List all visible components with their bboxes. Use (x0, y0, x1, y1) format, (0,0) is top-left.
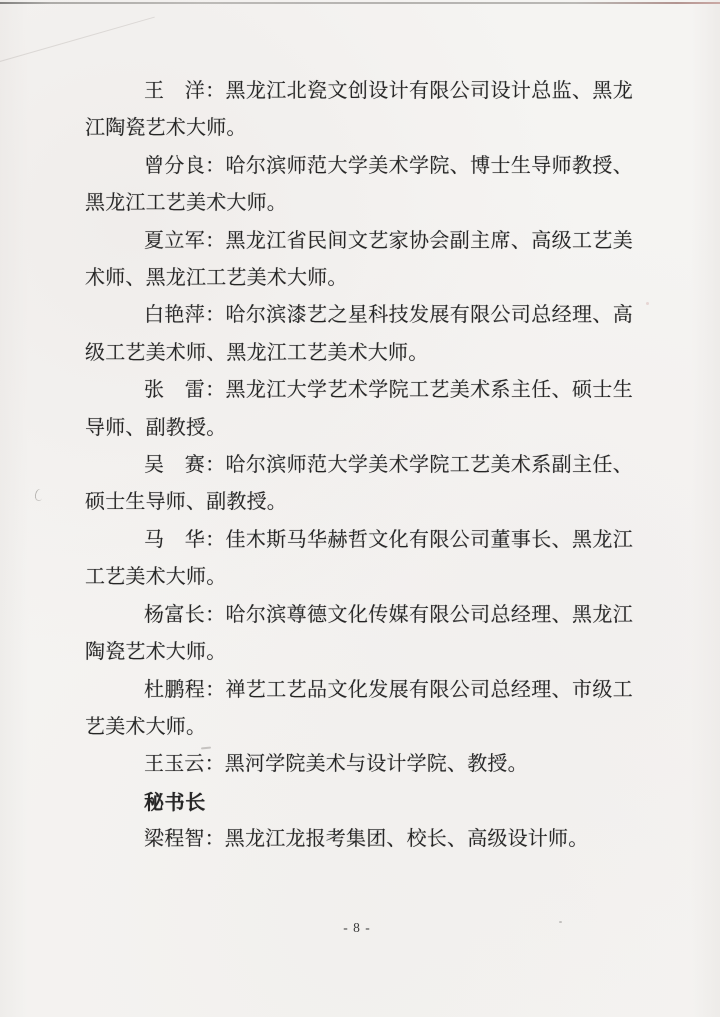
roster-entry: 夏立军：黑龙江省民间文艺家协会副主席、高级工艺美术师、黑龙江工艺美术大师。 (85, 229, 633, 290)
body-text (85, 73, 633, 859)
paper-speck (559, 921, 562, 923)
roster-entry: 王玉云：黑河学院美术与设计学院、教授。 (144, 753, 528, 776)
roster-entry: 吴 赛：哈尔滨师范大学美术学院工艺美术系副主任、硕士生导师、副教授。 (85, 454, 633, 514)
paper-speck (646, 302, 649, 305)
roster-entry: 杨富长：哈尔滨尊德文化传媒有限公司总经理、黑龙江陶瓷艺术大师。 (85, 603, 633, 664)
roster-entry: 张 雷：黑龙江大学艺术学院工艺美术系主任、硕士生导师、副教授。 (85, 379, 633, 439)
roster-entry: 王 洋：黑龙江北瓷文创设计有限公司设计总监、黑龙江陶瓷艺术大师。 (85, 80, 633, 140)
roster-entry: 杜鹏程：禅艺工艺品文化发展有限公司总经理、市级工艺美术大师。 (85, 678, 633, 738)
scan-edge-artifact (0, 2, 720, 4)
paper-speck (33, 488, 44, 502)
roster-entry: 白艳萍：哈尔滨漆艺之星科技发展有限公司总经理、高级工艺美术师、黑龙江工艺美术大师。 (85, 304, 633, 364)
roster-entry: 梁程智：黑龙江龙报考集团、校长、高级设计师。 (144, 828, 589, 851)
section-heading-secretary-general: 秘书长 (144, 789, 206, 814)
roster-entry: 马 华：佳木斯马华赫哲文化有限公司董事长、黑龙江工艺美术大师。 (85, 528, 633, 589)
paper-crease (0, 17, 155, 65)
roster-entry: 曾分良：哈尔滨师范大学美术学院、博士生导师教授、黑龙江工艺美术大师。 (85, 154, 633, 215)
page-number: - 8 - (343, 920, 371, 935)
